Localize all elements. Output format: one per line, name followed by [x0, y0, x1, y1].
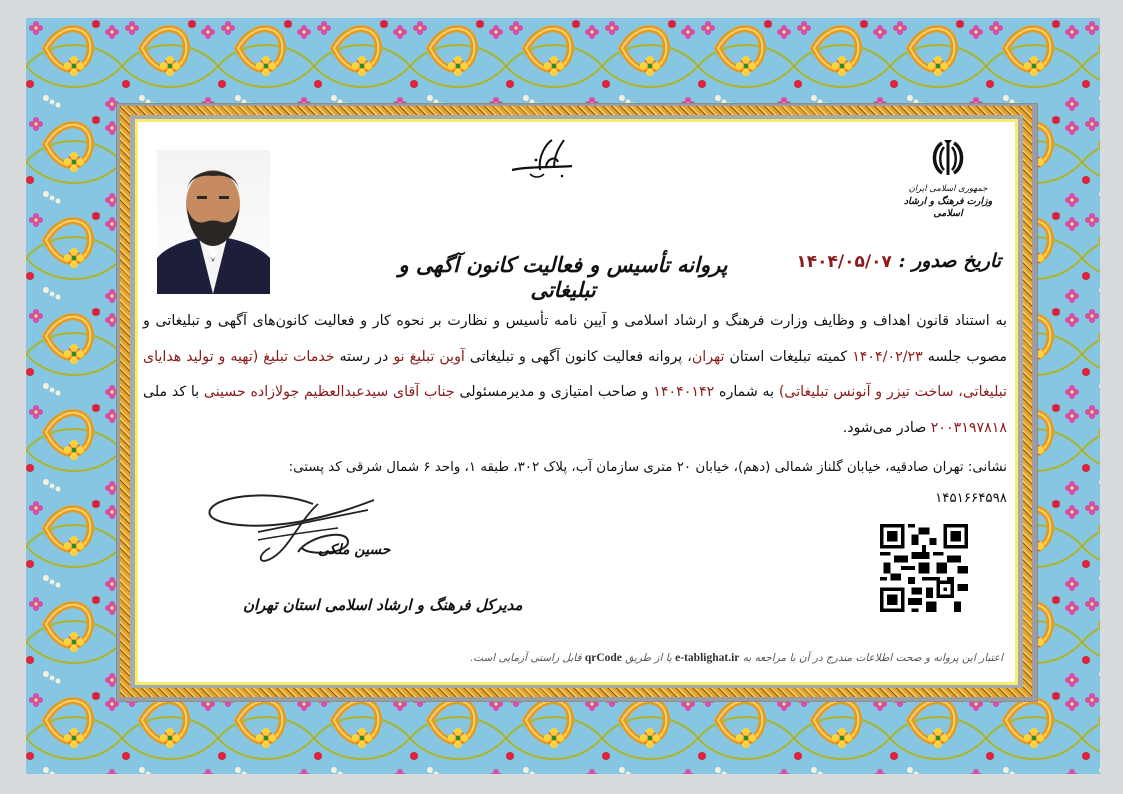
province: تهران: [691, 348, 725, 365]
emblem-line2: وزارت فرهنگ و ارشاد اسلامی: [903, 196, 993, 219]
iran-emblem-icon: [928, 137, 968, 179]
body-text-8: صادر می‌شود.: [842, 419, 931, 436]
signer-title: مدیرکل فرهنگ و ارشاد اسلامی استان تهران: [243, 596, 523, 614]
agency-name: آوین تبلیغ نو: [393, 348, 465, 365]
body-text-2: کمیته تبلیغات استان: [724, 348, 853, 365]
emblem-line1: جمهوری اسلامی ایران: [908, 184, 988, 194]
body-text-6: و صاحب امتیازی و مدیرمسئولی: [454, 384, 654, 400]
category: خدمات تبلیغ (تهیه و تولید هدایای تبلیغاتی، ساخت تیزر و آنونس تبلیغاتی): [143, 348, 1008, 400]
issue-date-label: تاریخ صدور :: [898, 250, 1001, 272]
issue-date: [796, 250, 1001, 272]
qr-code-icon[interactable]: [880, 524, 968, 612]
body-text-5: به شماره: [714, 384, 779, 400]
bismillah-calligraphy-icon: [510, 136, 580, 182]
footer-text-2: یا از طریق: [621, 652, 676, 664]
certificate-paper: [135, 119, 1018, 685]
verification-note: [470, 652, 1003, 664]
postal-code: ۱۴۵۱۶۶۴۵۹۸: [935, 491, 1007, 506]
license-number: ۱۴۰۴۰۱۴۲: [653, 384, 715, 400]
session-date: ۱۴۰۴/۰۲/۲۳: [852, 348, 923, 365]
holder-name: جناب آقای سیدعبدالعظیم جولازاده حسینی: [203, 384, 455, 400]
national-id: ۲۰۰۳۱۹۷۸۱۸: [930, 419, 1007, 436]
body-text-1: به استناد قانون اهداف و وظایف وزارت فرهنگ و ارشاد اسلامی و آیین نامه تأسیس و نظارت بر نحوه کار و فعالیت کانون‌های آگهی و تبلیغاتی و مصوب جلسه: [143, 313, 1008, 365]
footer-text-1: اعتبار این پروانه و صحت اطلاعات مندرج در آن با مراجعه به: [739, 652, 1003, 664]
body-text-3: ، پروانه فعالیت کانون آگهی و تبلیغاتی: [464, 348, 692, 365]
body-text-7: با کد ملی: [143, 384, 204, 400]
verification-site-link[interactable]: e-tablighat.ir: [675, 652, 740, 664]
license-body: [143, 304, 1007, 446]
certificate-title: پروانه تأسیس و فعالیت کانون آگهی و تبلیغاتی: [398, 252, 728, 302]
address-text: نشانی: تهران صادقیه، خیابان گلناز شمالی (دهم)، خیابان ۲۰ متری سازمان آب، پلاک ۳۰۲، طبقه ۱، واحد ۶ شمال شرقی کد پستی:: [288, 460, 1007, 475]
issue-date-value: ۱۴۰۴/۰۵/۰۷: [796, 252, 892, 272]
footer-text-3: قابل راستی آزمایی است.: [469, 652, 585, 664]
body-text-4: در رسته: [334, 348, 394, 365]
ministry-emblem: [893, 137, 1003, 220]
holder-photo: [157, 150, 270, 294]
signer-name: حسین ملکی: [318, 542, 391, 558]
qr-code-label: qrCode: [584, 652, 622, 664]
